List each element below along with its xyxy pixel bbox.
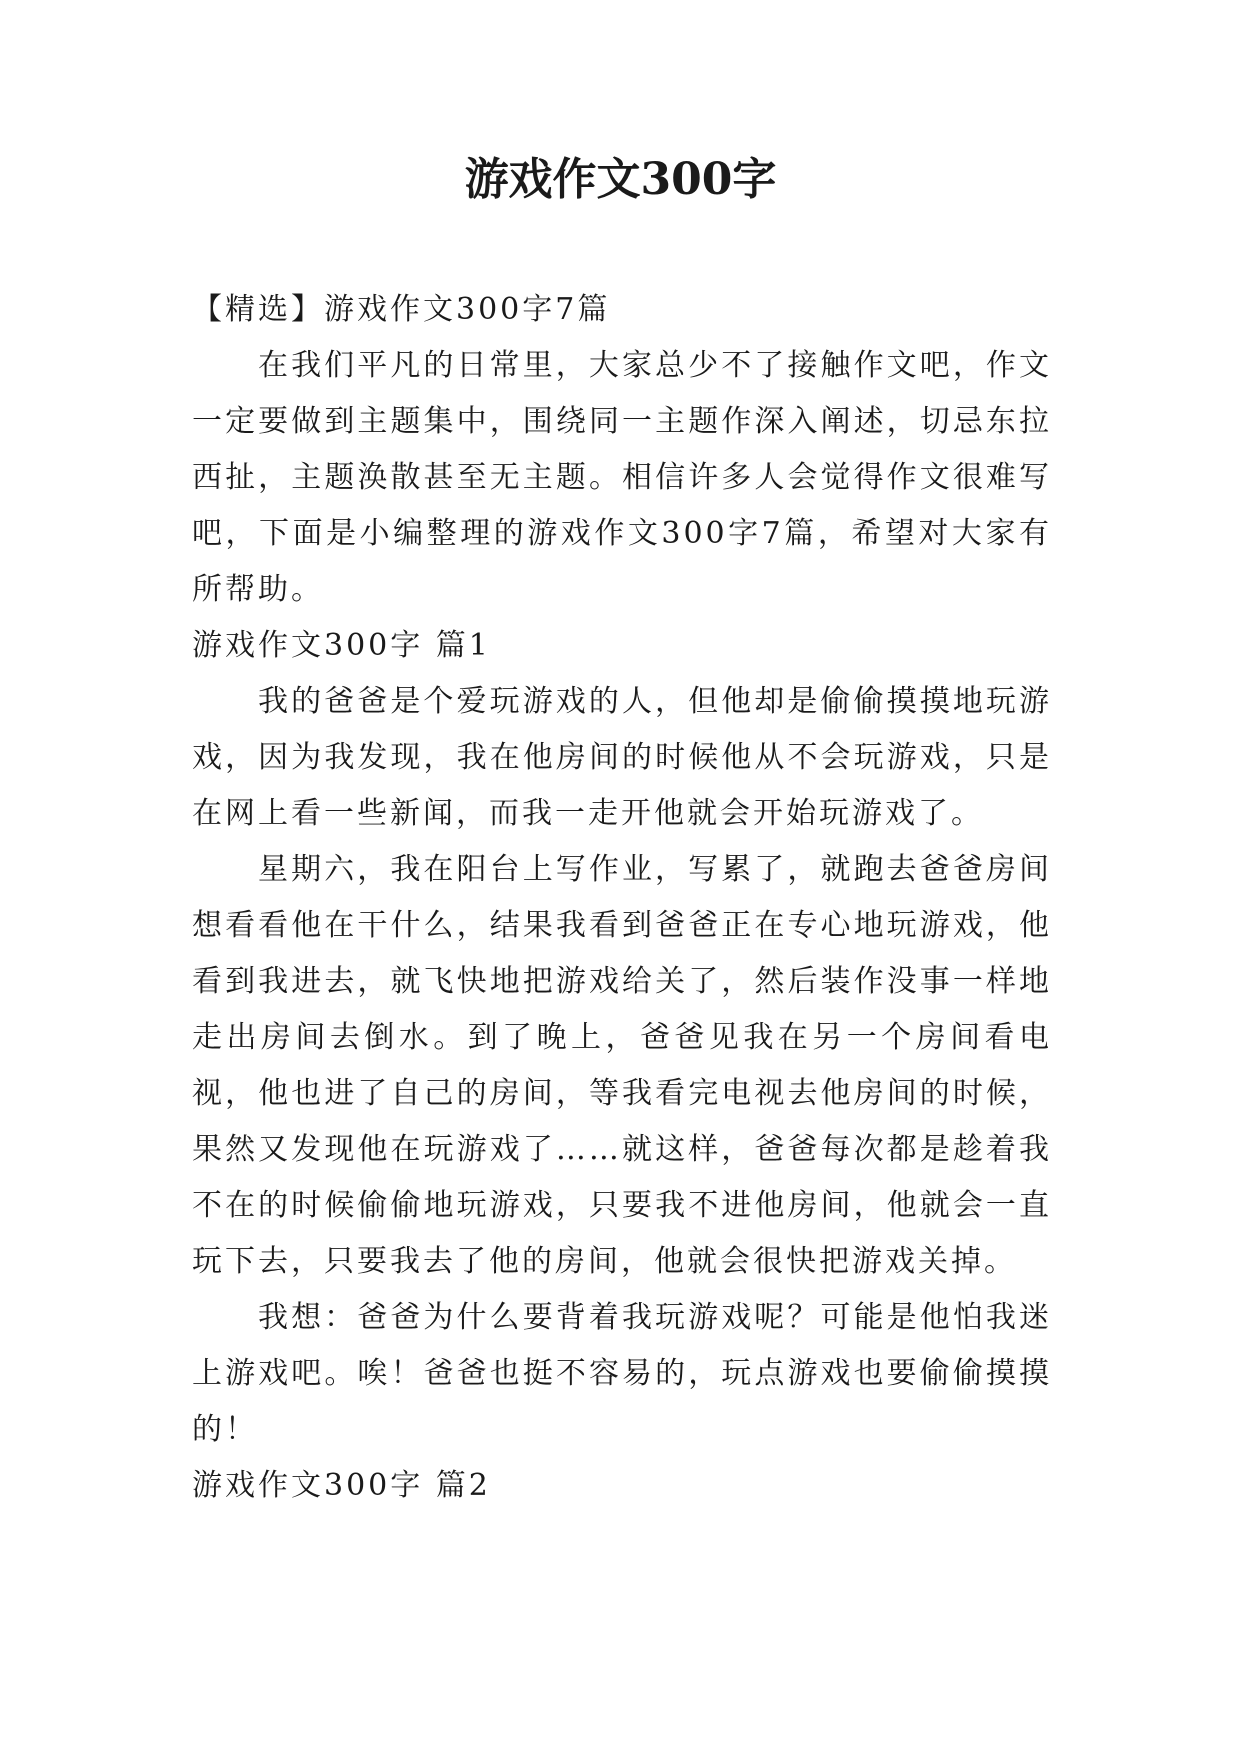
section-1-paragraph-2: 星期六，我在阳台上写作业，写累了，就跑去爸爸房间想看看他在干什么，结果我看到爸爸正在专心地玩游戏，他看到我进去，就飞快地把游戏给关了，然后装作没事一样地走出房间去倒水。到了晚上，爸爸见我在另一个房间看电视，他也进了自己的房间，等我看完电视去他房间的时候，果然又发现他在玩游戏了……就这样，爸爸每次都是趁着我不在的时候偷偷地玩游戏，只要我不进他房间，他就会一直玩下去，只要我去了他的房间，他就会很快把游戏关掉。 bbox=[192, 852, 1052, 1279]
section-heading-2: 游戏作文300字 篇2 bbox=[192, 1468, 491, 1503]
section-1-paragraph-3: 我想：爸爸为什么要背着我玩游戏呢？可能是他怕我迷上游戏吧。唉！爸爸也挺不容易的，玩点游戏也要偷偷摸摸的！ bbox=[192, 1300, 1052, 1447]
section-heading-1: 游戏作文300字 篇1 bbox=[192, 628, 491, 663]
document-body bbox=[192, 282, 1052, 1514]
section-1-paragraph-1: 我的爸爸是个爱玩游戏的人，但他却是偷偷摸摸地玩游戏，因为我发现，我在他房间的时候他从不会玩游戏，只是在网上看一些新闻，而我一走开他就会开始玩游戏了。 bbox=[192, 684, 1052, 831]
intro-heading: 【精选】游戏作文300字7篇 bbox=[192, 292, 611, 327]
intro-paragraph: 在我们平凡的日常里，大家总少不了接触作文吧，作文一定要做到主题集中，围绕同一主题作深入阐述，切忌东拉西扯，主题涣散甚至无主题。相信许多人会觉得作文很难写吧，下面是小编整理的游戏作文300字7篇，希望对大家有所帮助。 bbox=[192, 348, 1052, 607]
document-title: 游戏作文300字 bbox=[464, 154, 777, 205]
